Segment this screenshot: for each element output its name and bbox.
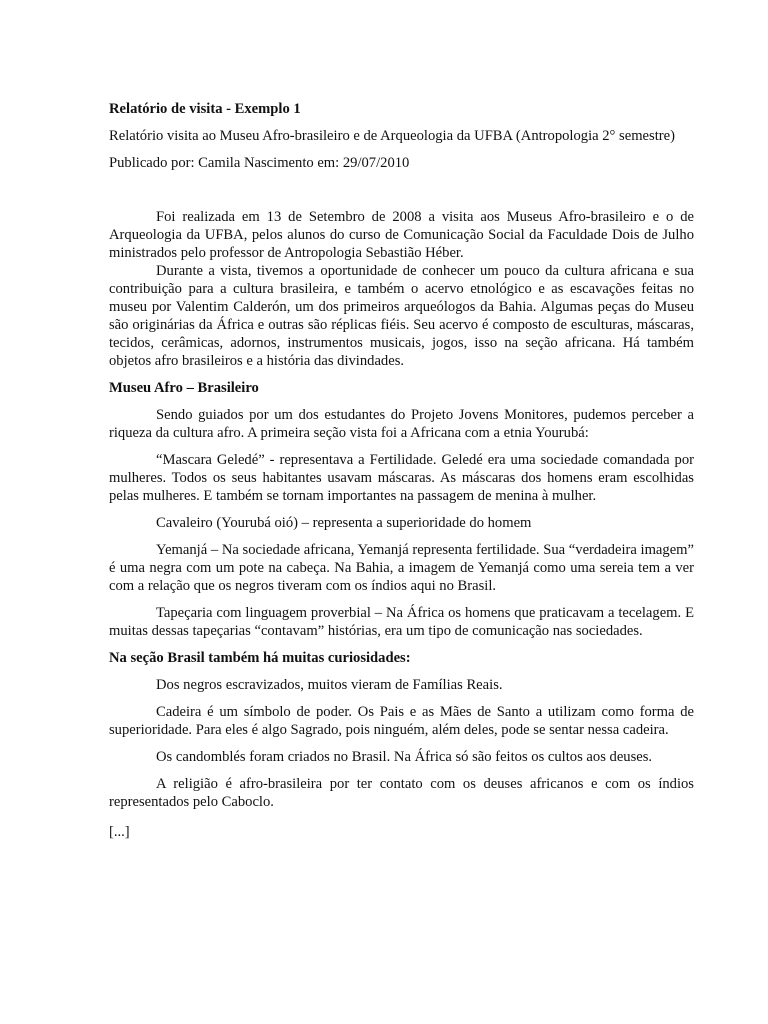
publication-info: Publicado por: Camila Nascimento em: 29/07/2010 <box>109 155 410 171</box>
continuation-ellipsis: [...] <box>109 824 130 840</box>
list-item: Tapeçaria com linguagem proverbial – Na África os homens que praticavam a tecelagem. E muitas dessas tapeçarias “contavam” histórias, era um tipo de comunicação nas sociedades. <box>109 605 694 639</box>
intro-paragraph: Foi realizada em 13 de Setembro de 2008 a visita aos Museus Afro-brasileiro e o de Arqueologia da UFBA, pelos alunos do curso de Comunicação Social da Faculdade Dois de Julho ministrados pelo professor de Antropologia Sebastião Héber. <box>109 209 694 261</box>
list-item: Os candomblés foram criados no Brasil. Na África só são feitos os cultos aos deuses. <box>156 749 653 765</box>
list-item: Cavaleiro (Yourubá oió) – representa a superioridade do homem <box>156 515 532 531</box>
intro-paragraph: Durante a vista, tivemos a oportunidade de conhecer um pouco da cultura africana e sua contribuição para a cultura brasileira, e também o acervo etnológico e as escavações feitas no museu por Valentim Calderón, um dos primeiros arqueólogos da Bahia. Algumas peças do Museu são originárias da África e outras são réplicas fiéis. Seu acervo é composto de esculturas, máscaras, tecidos, cerâmicas, adornos, instrumentos musicais, jogos, isso na seção africana. Há também objetos afro brasileiros e a história das divindades. <box>109 263 694 369</box>
list-item: A religião é afro-brasileira por ter contato com os deuses africanos e com os índios representados pelo Caboclo. <box>109 776 694 810</box>
document-title: Relatório de visita - Exemplo 1 <box>109 101 301 117</box>
list-item: Yemanjá – Na sociedade africana, Yemanjá representa fertilidade. Sua “verdadeira imagem” é uma negra com um pote na cabeça. Na Bahia, a imagem de Yemanjá como uma sereia tem a ver com a relação que os negros tiveram com os índios aqui no Brasil. <box>109 542 694 594</box>
section-heading-brasil: Na seção Brasil também há muitas curiosidades: <box>109 650 411 666</box>
section-heading-afro-brasileiro: Museu Afro – Brasileiro <box>109 380 259 396</box>
list-item: Cadeira é um símbolo de poder. Os Pais e as Mães de Santo a utilizam como forma de superioridade. Para eles é algo Sagrado, pois ninguém, além deles, pode se sentar nessa cadeira. <box>109 704 694 738</box>
section-lead-paragraph: Sendo guiados por um dos estudantes do Projeto Jovens Monitores, pudemos perceber a riqueza da cultura afro. A primeira seção vista foi a Africana com a etnia Yourubá: <box>109 407 694 441</box>
list-item: “Mascara Geledé” - representava a Fertilidade. Geledé era uma sociedade comandada por mulheres. Todos os seus habitantes usavam máscaras. As máscaras dos homens eram escolhidas pelas mulheres. E também se tornam importantes na passagem de menina à mulher. <box>109 452 694 504</box>
document-page <box>109 100 694 841</box>
list-item: Dos negros escravizados, muitos vieram de Famílias Reais. <box>156 677 503 693</box>
document-subtitle: Relatório visita ao Museu Afro-brasileiro e de Arqueologia da UFBA (Antropologia 2° semestre) <box>109 128 675 144</box>
